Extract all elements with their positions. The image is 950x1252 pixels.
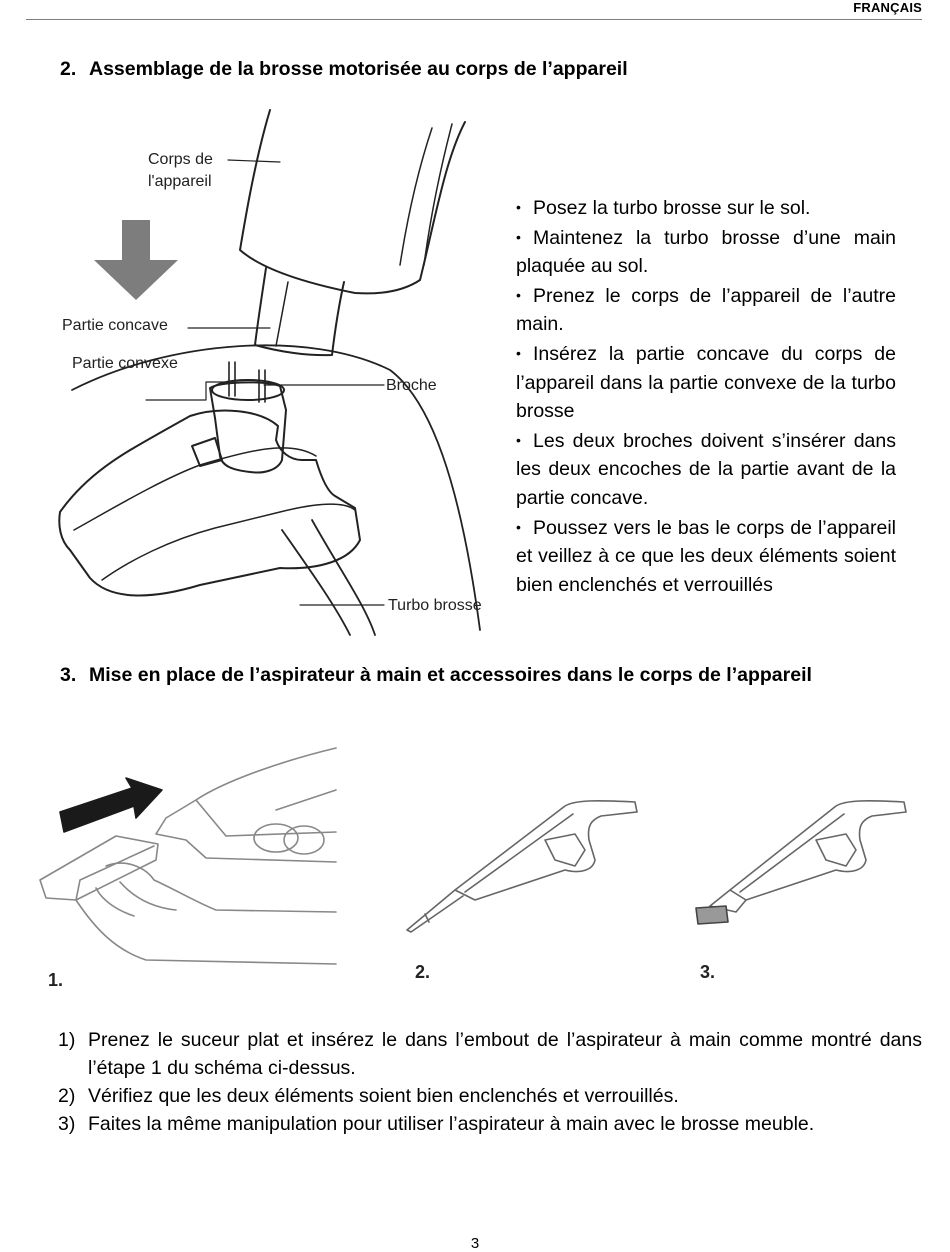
step-3-number: 3.	[700, 962, 716, 982]
label-corps-appareil-line2: l'appareil	[148, 173, 212, 190]
instruction-text: Faites la même manipulation pour utiliser l’aspirateur à main avec le brosse meuble.	[88, 1113, 815, 1135]
instruction-item	[516, 513, 896, 600]
section-2-heading	[60, 58, 628, 81]
step-2-number: 2.	[415, 962, 431, 982]
bullet-icon: •	[516, 199, 521, 215]
instruction-marker: 2)	[58, 1085, 76, 1107]
numbered-instruction	[58, 1026, 922, 1082]
section-3-heading	[60, 664, 812, 687]
header-language: FRANÇAIS	[853, 0, 922, 15]
insert-arrow-icon	[60, 778, 162, 832]
step-2-figure	[405, 790, 655, 982]
section-2-title: Assemblage de la brosse motorisée au corps de l’appareil	[89, 58, 628, 80]
bullet-icon: •	[516, 228, 521, 245]
hand-insert-illustration	[36, 740, 346, 980]
assembly-instructions-list	[516, 193, 896, 599]
turbo-brush-assembly-figure	[50, 100, 510, 640]
hand-vacuum-with-crevice-tool-illustration	[405, 790, 655, 940]
step-1-number: 1.	[48, 970, 64, 990]
bullet-icon: •	[516, 286, 521, 303]
label-broche: Broche	[386, 377, 437, 394]
section-3-number: 3.	[60, 664, 77, 686]
label-corps-appareil-line1: Corps de	[148, 151, 213, 168]
instruction-item	[516, 193, 896, 223]
instruction-item	[516, 223, 896, 281]
hand-vacuum-with-brush-illustration	[690, 790, 920, 940]
page-number: 3	[470, 1235, 480, 1252]
instruction-text: Insérez la partie concave du corps de l’appareil dans la partie convexe de la turbo brosse	[516, 342, 896, 423]
instruction-item	[516, 281, 896, 339]
label-turbo-brosse: Turbo brosse	[388, 597, 482, 614]
down-arrow-icon	[94, 220, 178, 300]
instruction-text: Les deux broches doivent s’insérer dans les deux encoches de la partie avant de la partie concave.	[516, 429, 896, 509]
section-2-number: 2.	[60, 58, 77, 80]
step-3-figure	[690, 790, 920, 982]
accessory-instructions-list	[58, 1026, 922, 1138]
instruction-item	[516, 426, 896, 513]
numbered-instruction	[58, 1110, 922, 1138]
bullet-icon: •	[516, 344, 521, 361]
instruction-text: Prenez le corps de l’appareil de l’autre main.	[516, 284, 896, 336]
instruction-text: Maintenez la turbo brosse d’une main plaquée au sol.	[516, 226, 896, 278]
numbered-instruction	[58, 1082, 922, 1110]
bullet-icon: •	[516, 431, 521, 448]
instruction-marker: 1)	[58, 1029, 76, 1051]
instruction-text: Poussez vers le bas le corps de l’appareil et veillez à ce que les deux éléments soient bien enclenchés et verrouillés	[516, 516, 896, 596]
step-1-figure	[36, 740, 346, 990]
instruction-text: Vérifiez que les deux éléments soient bien enclenchés et verrouillés.	[88, 1085, 679, 1107]
label-partie-convexe: Partie convexe	[72, 355, 178, 372]
label-partie-concave: Partie concave	[62, 317, 168, 334]
instruction-text: Posez la turbo brosse sur le sol.	[533, 197, 811, 219]
instruction-text: Prenez le suceur plat et insérez le dans l’embout de l’aspirateur à main comme montré dans l’étape 1 du schéma ci-dessus.	[88, 1029, 922, 1079]
header-divider	[26, 19, 922, 20]
bullet-icon: •	[516, 518, 521, 535]
section-3-title: Mise en place de l’aspirateur à main et accessoires dans le corps de l’appareil	[89, 664, 812, 686]
instruction-item	[516, 339, 896, 426]
instruction-marker: 3)	[58, 1113, 76, 1135]
